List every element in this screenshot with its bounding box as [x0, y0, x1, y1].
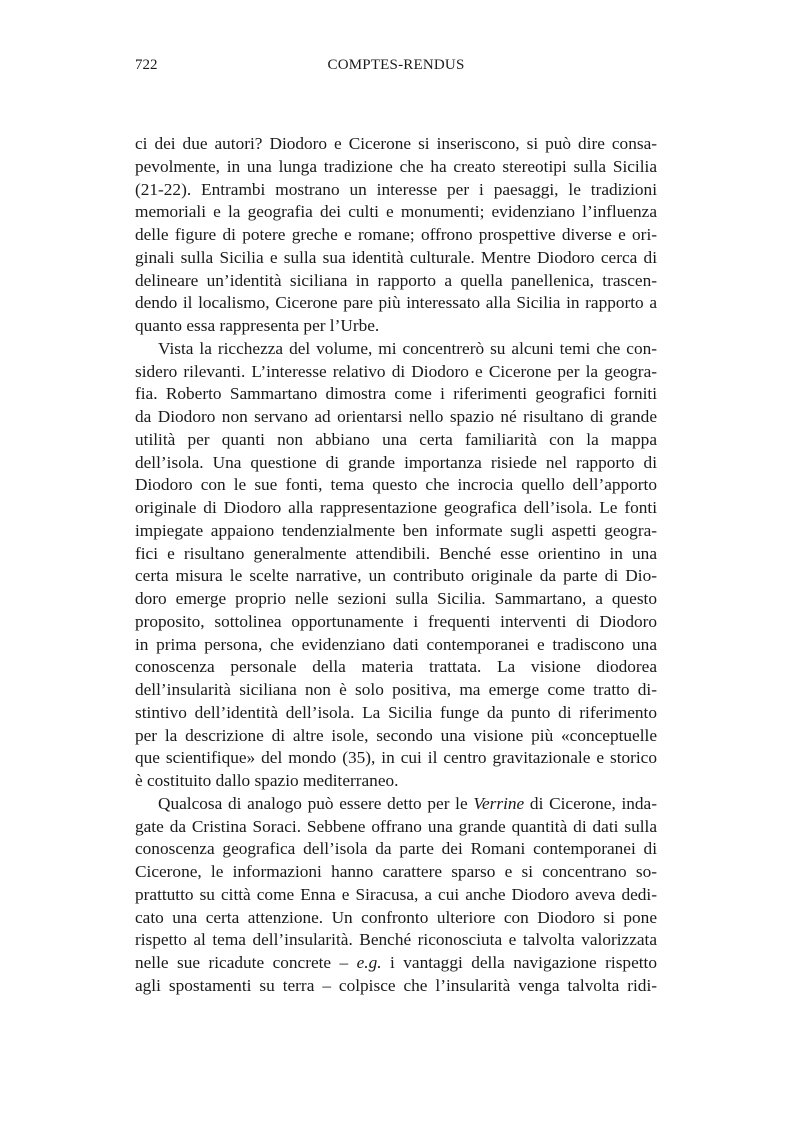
text-line: (21-22). Entrambi mostrano un interesse per i paesaggi, le tradizioni	[135, 179, 657, 199]
text-line: dell’isola. Una questione di grande importanza risiede nel rapporto di	[135, 452, 657, 472]
text-segment: nelle sue ricadute concrete –	[135, 953, 357, 972]
text-line: prattutto su città come Enna e Siracusa, a cui anche Diodoro aveva dedi-	[135, 884, 657, 904]
text-line: conoscenza geografica dell’isola da parte dei Romani contemporanei di	[135, 839, 657, 859]
italic-text: e.g.	[356, 953, 382, 972]
text-line: impiegate appaiono tendenzialmente ben informate sugli aspetti geogra-	[135, 520, 657, 540]
text-line: que scientifique» del mondo (35), in cui il centro gravitazionale e storico	[135, 748, 657, 768]
text-line: delle figure di potere greche e romane; offrono prospettive diverse e ori-	[135, 225, 657, 244]
text-line: fia. Roberto Sammartano dimostra come i riferimenti geografici forniti	[135, 384, 657, 404]
paragraph	[135, 133, 657, 338]
text-line: dell’insularità siciliana non è solo positiva, ma emerge come tratto di-	[135, 680, 657, 699]
text-line	[135, 793, 657, 816]
text-segment: i vantaggi della navigazione rispetto	[381, 953, 657, 972]
text-line: da Diodoro non servano ad orientarsi nello spazio né risultano di grande	[135, 407, 657, 426]
text-line: cato una certa attenzione. Un confronto ulteriore con Diodoro si pone	[135, 907, 657, 927]
paragraph	[135, 338, 657, 793]
text-line: per la descrizione di altre isole, secondo una visione più «conceptuelle	[135, 725, 657, 745]
text-line: ci dei due autori? Diodoro e Cicerone si inseriscono, si può dire consa-	[135, 134, 657, 153]
text-line: rispetto al tema dell’insularità. Benché riconosciuta e talvolta valorizzata	[135, 930, 657, 950]
text-line: pevolmente, in una lunga tradizione che ha creato stereotipi sulla Sicilia	[135, 156, 657, 176]
text-line: Diodoro con le sue fonti, tema questo che incrocia quello dell’apporto	[135, 475, 657, 495]
italic-text: Verrine	[473, 793, 525, 813]
text-line: fici e risultano generalmente attendibili. Benché esse orientino in una	[135, 543, 657, 563]
text-line: sidero rilevanti. L’interesse relativo di Diodoro e Cicerone per la geogra-	[135, 361, 657, 381]
text-line: certa misura le scelte narrative, un contributo originale da parte di Dio-	[135, 566, 657, 586]
text-line	[135, 952, 657, 975]
page-number: 722	[135, 57, 158, 73]
text-segment: di Cicerone, inda-	[524, 793, 657, 813]
paragraph	[135, 793, 657, 998]
running-title: COMPTES-RENDUS	[327, 57, 465, 73]
text-line: Cicerone, le informazioni hanno carattere sparso e si concentrano so-	[135, 862, 657, 881]
body-text	[135, 133, 657, 998]
text-line: quanto essa rappresenta per l’Urbe.	[135, 316, 380, 335]
page-header	[135, 57, 657, 79]
text-line: ginali sulla Sicilia e sulla sua identità culturale. Mentre Diodoro cerca di	[135, 247, 657, 267]
text-line: conoscenza personale della materia trattata. La visione diodorea	[135, 657, 657, 677]
text-line: è costituito dallo spazio mediterraneo.	[135, 771, 399, 790]
text-line: agli spostamenti su terra – colpisce che l’insularità venga talvolta ridi-	[135, 975, 657, 995]
text-line: gate da Cristina Soraci. Sebbene offrano una grande quantità di dati sulla	[135, 816, 657, 836]
text-line: dendo il localismo, Cicerone pare più interessato alla Sicilia in rapporto a	[135, 293, 657, 313]
text-segment: Qualcosa di analogo può essere detto per le	[158, 793, 474, 813]
text-line: memoriali e la geografia dei culti e monumenti; evidenziano l’influenza	[135, 202, 657, 222]
text-line: doro emerge proprio nelle sezioni sulla Sicilia. Sammartano, a questo	[135, 589, 657, 608]
text-line: stintivo dell’identità dell’isola. La Sicilia funge da punto di riferimento	[135, 702, 657, 722]
text-line: delineare un’identità siciliana in rapporto a quella panellenica, trascen-	[135, 270, 657, 290]
text-line: originale di Diodoro alla rappresentazione geografica dell’isola. Le fonti	[135, 498, 657, 517]
text-line: utilità per quanti non abbiano una certa familiarità con la mappa	[135, 429, 657, 449]
text-line: Vista la ricchezza del volume, mi concentrerò su alcuni temi che con-	[158, 338, 657, 358]
text-line: in prima persona, che evidenziano dati contemporanei e tradiscono una	[135, 634, 657, 654]
text-line: proposito, sottolinea opportunamente i frequenti interventi di Diodoro	[135, 611, 657, 631]
